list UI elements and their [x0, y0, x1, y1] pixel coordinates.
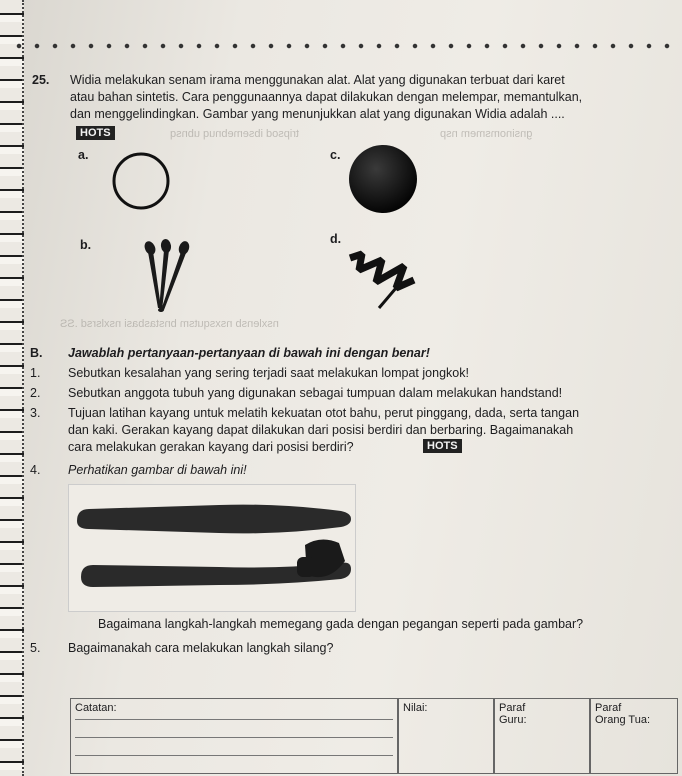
teacher-signature-label: Guru: — [499, 714, 527, 726]
essay-number: 5. — [30, 641, 41, 655]
ball-image — [346, 142, 420, 216]
notebook-spiral — [0, 0, 24, 776]
question-text: atau bahan sintetis. Cara penggunaannya dapat dilakukan dengan melempar, memantulkan, — [70, 90, 583, 104]
bleed-through-text: tripsod ibsemebnuq ubnsq — [170, 128, 300, 140]
option-label: d. — [330, 232, 342, 246]
essay-number: 4. — [30, 463, 41, 477]
question-text: Widia melakukan senam irama menggunakan alat. Alat yang digunakan terbuat dari karet — [70, 73, 565, 87]
teacher-signature-box — [494, 698, 590, 774]
question-number: 25. — [32, 73, 50, 87]
notes-box — [70, 698, 398, 774]
ring-hoop-image — [110, 150, 172, 212]
option-label: a. — [78, 148, 89, 162]
essay-question: Tujuan latihan kayang untuk melatih kekuatan otot bahu, perut pinggang, dada, serta tangan — [68, 406, 580, 420]
hots-badge: HOTS — [423, 439, 462, 453]
teacher-signature-label: Paraf — [499, 702, 526, 714]
parent-signature-label: Paraf — [595, 702, 622, 714]
clubs-image — [136, 238, 216, 318]
parent-signature-label: Orang Tua: — [595, 714, 651, 726]
bleed-through-text: gnsinomsmem nsp — [440, 128, 533, 140]
notes-label: Catatan: — [75, 702, 117, 714]
parent-signature-box — [590, 698, 678, 774]
section-label: B. — [30, 346, 43, 360]
gada-photo — [68, 484, 356, 612]
ribbon-image — [344, 236, 420, 312]
essay-question: cara melakukan gerakan kayang dari posisi berdiri? — [68, 440, 354, 454]
option-label: b. — [80, 238, 92, 252]
hots-badge: HOTS — [76, 126, 115, 140]
bleed-through-text: nsxlensb nsxsqutsm bnstasbasi nsxlsrsd .SS — [60, 318, 279, 330]
essay-question: dan kaki. Gerakan kayang dapat dilakukan dari posisi berdiri dan berbaring. Bagaimanakah — [68, 423, 574, 437]
essay-number: 3. — [30, 406, 41, 420]
decorative-border — [10, 42, 674, 50]
option-label: c. — [330, 148, 341, 162]
score-label: Nilai: — [403, 702, 428, 714]
essay-subquestion: Bagaimana langkah-langkah memegang gada dengan pegangan seperti pada gambar? — [98, 617, 584, 631]
essay-number: 2. — [30, 386, 41, 400]
essay-question: Sebutkan kesalahan yang sering terjadi saat melakukan lompat jongkok! — [68, 366, 469, 380]
essay-question: Sebutkan anggota tubuh yang digunakan sebagai tumpuan dalam melakukan handstand! — [68, 386, 563, 400]
question-text: dan menggelindingkan. Gambar yang menunjukkan alat yang digunakan Widia adalah .... — [70, 107, 565, 121]
essay-question: Bagaimanakah cara melakukan langkah silang? — [68, 641, 334, 655]
essay-number: 1. — [30, 366, 41, 380]
score-box — [398, 698, 494, 774]
gada-clubs-image — [69, 485, 355, 611]
section-title: Jawablah pertanyaan-pertanyaan di bawah ini dengan benar! — [68, 346, 430, 360]
essay-question: Perhatikan gambar di bawah ini! — [68, 463, 247, 477]
